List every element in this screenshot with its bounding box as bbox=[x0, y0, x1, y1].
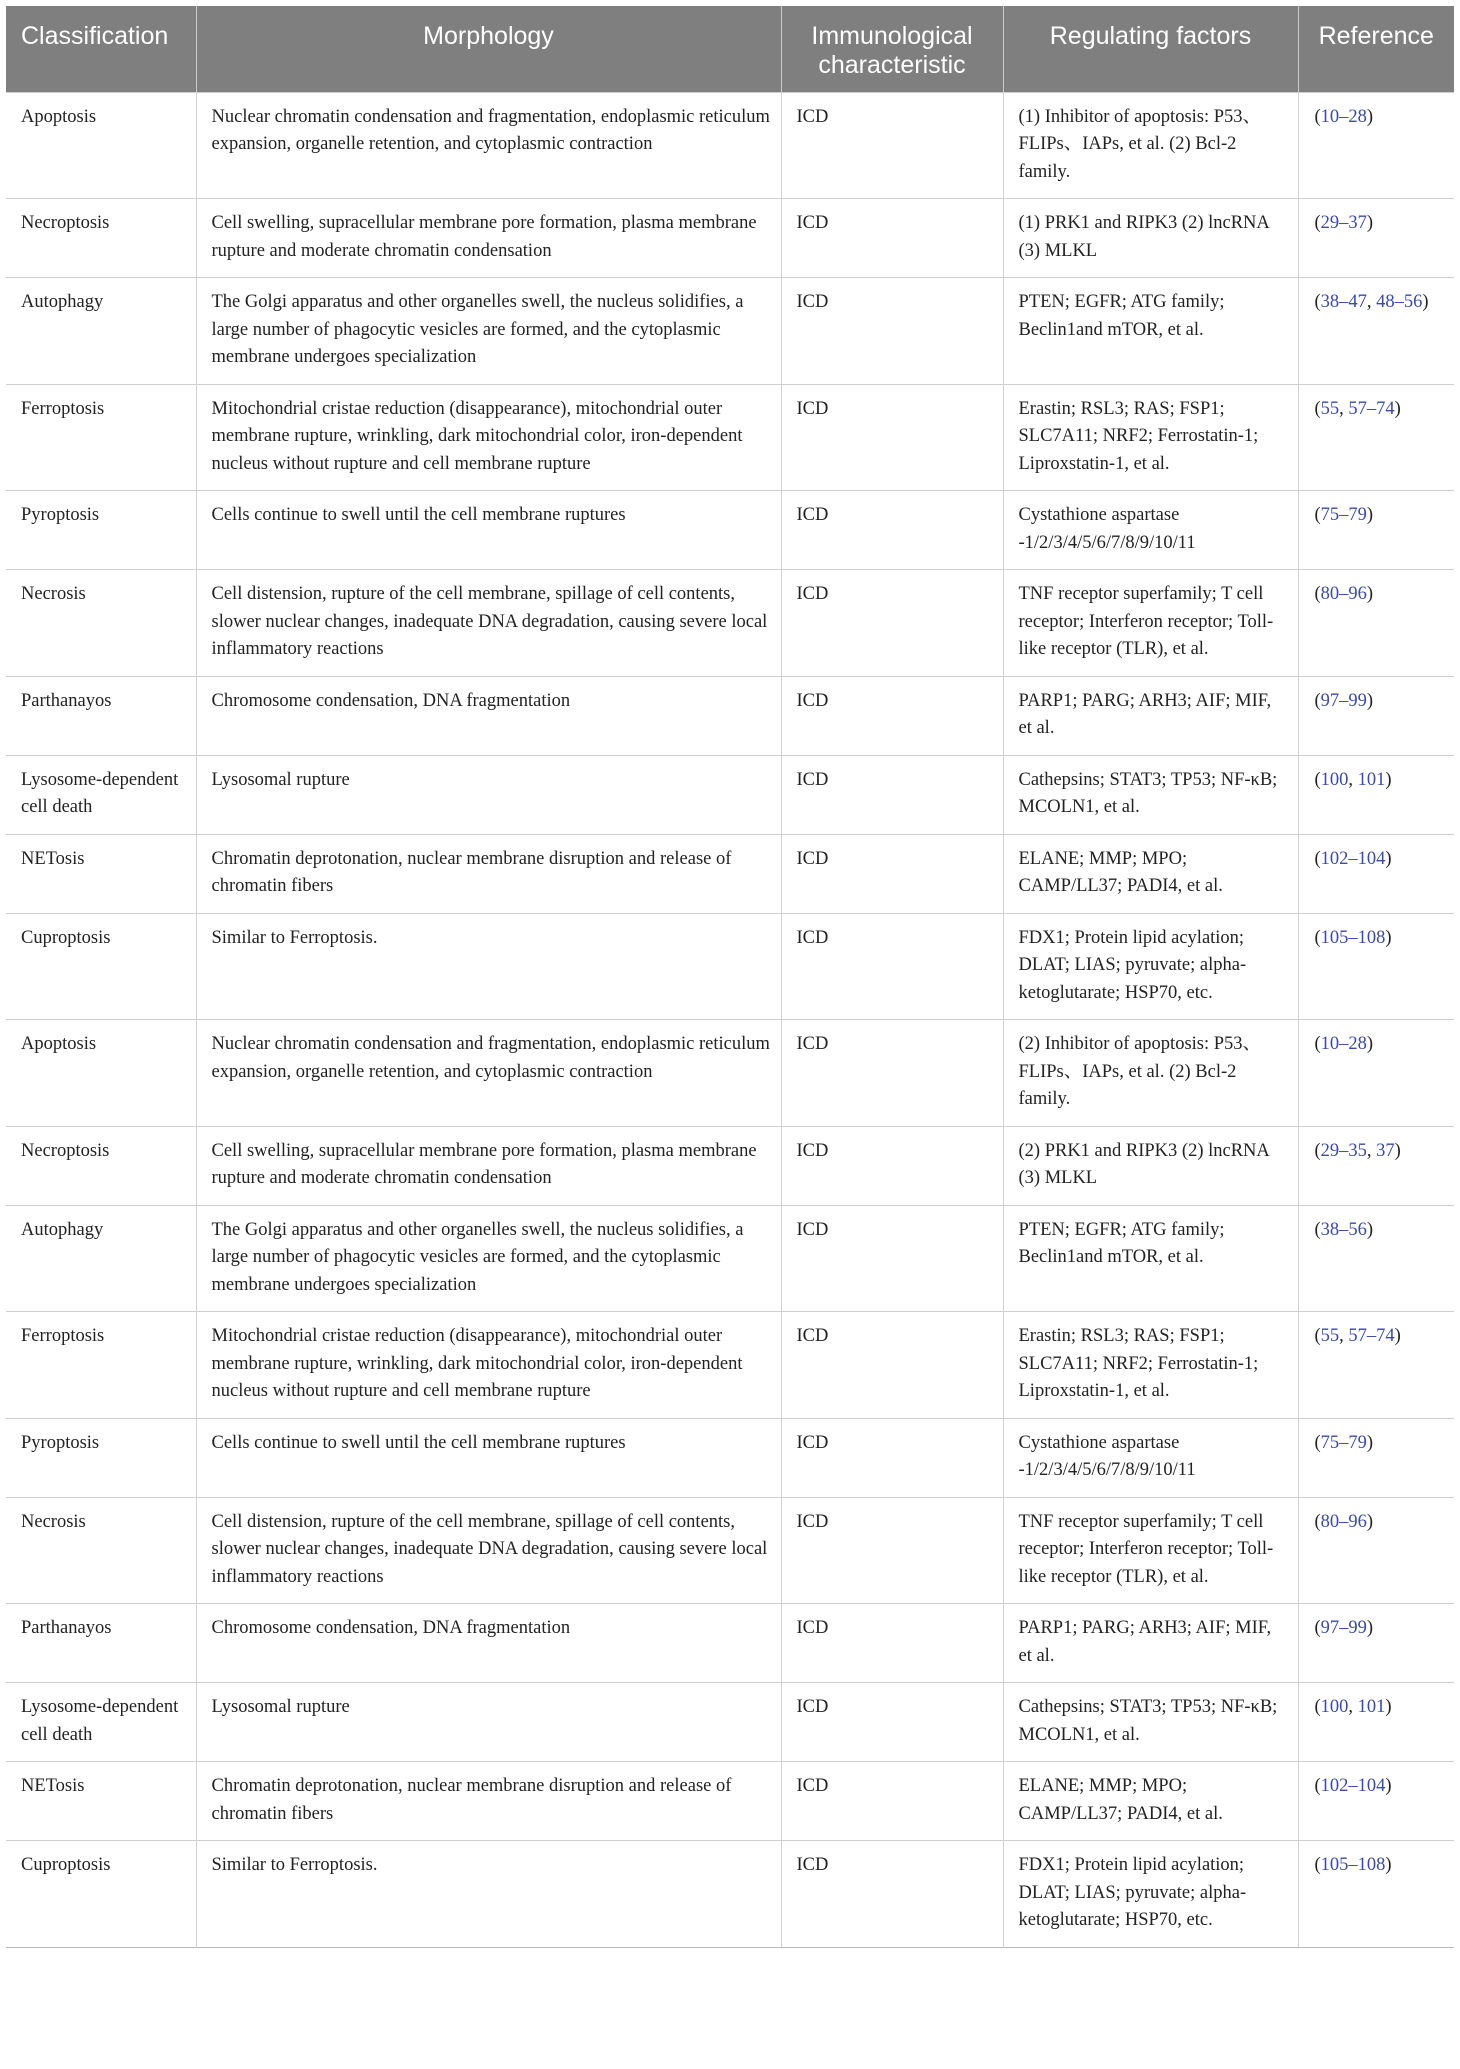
reference-link[interactable]: 80–96 bbox=[1320, 1511, 1367, 1532]
cell-regulating-factors: Cathepsins; STAT3; TP53; NF-κB; MCOLN1, et al. bbox=[1003, 1683, 1298, 1762]
reference-link[interactable]: 75–79 bbox=[1320, 1432, 1367, 1453]
cell-immunological: ICD bbox=[781, 1497, 1003, 1604]
header-morphology: Morphology bbox=[196, 6, 781, 92]
cell-immunological: ICD bbox=[781, 570, 1003, 677]
cell-morphology: Lysosomal rupture bbox=[196, 755, 781, 834]
cell-regulating-factors: TNF receptor superfamily; T cell receptor; Interferon receptor; Toll-like receptor (TLR), et al. bbox=[1003, 1497, 1298, 1604]
cell-regulating-factors: Cathepsins; STAT3; TP53; NF-κB; MCOLN1, et al. bbox=[1003, 755, 1298, 834]
cell-immunological: ICD bbox=[781, 199, 1003, 278]
header-reference: Reference bbox=[1298, 6, 1454, 92]
reference-link[interactable]: 75–79 bbox=[1320, 505, 1367, 525]
cell-regulating-factors: PARP1; PARG; ARH3; AIF; MIF, et al. bbox=[1003, 676, 1298, 755]
reference-link[interactable]: 102–104 bbox=[1320, 1776, 1386, 1796]
reference-link[interactable]: 10–28 bbox=[1320, 1034, 1367, 1054]
table-row bbox=[6, 1497, 1454, 1604]
reference-link[interactable]: 105–108 bbox=[1320, 927, 1386, 948]
reference-link[interactable]: 37 bbox=[1376, 1140, 1395, 1161]
cell-morphology: Chromosome condensation, DNA fragmentation bbox=[196, 1604, 781, 1683]
table-row bbox=[6, 913, 1454, 1020]
cell-morphology: Similar to Ferroptosis. bbox=[196, 913, 781, 1020]
cell-morphology: Cells continue to swell until the cell membrane ruptures bbox=[196, 1418, 781, 1497]
cell-reference: (105–108) bbox=[1298, 1841, 1454, 1948]
cell-classification: Autophagy bbox=[6, 278, 196, 385]
cell-reference: (75–79) bbox=[1298, 1418, 1454, 1497]
cell-regulating-factors: (2) PRK1 and RIPK3 (2) lncRNA (3) MLKL bbox=[1003, 1126, 1298, 1205]
cell-morphology: Lysosomal rupture bbox=[196, 1683, 781, 1762]
reference-link[interactable]: 29–35 bbox=[1320, 1140, 1367, 1161]
reference-link[interactable]: 57–74 bbox=[1348, 1326, 1395, 1346]
cell-classification: NETosis bbox=[6, 834, 196, 913]
cell-morphology: Similar to Ferroptosis. bbox=[196, 1841, 781, 1948]
cell-immunological: ICD bbox=[781, 913, 1003, 1020]
cell-reference: (80–96) bbox=[1298, 570, 1454, 677]
cell-classification: Ferroptosis bbox=[6, 1312, 196, 1419]
cell-regulating-factors: Cystathione aspartase -1/2/3/4/5/6/7/8/9/10/11 bbox=[1003, 491, 1298, 570]
cell-regulating-factors: Erastin; RSL3; RAS; FSP1; SLC7A11; NRF2; Ferrostatin-1; Liproxstatin-1, et al. bbox=[1003, 384, 1298, 491]
cell-immunological: ICD bbox=[781, 1762, 1003, 1841]
header-immunological: Immunological characteristic bbox=[781, 6, 1003, 92]
cell-immunological: ICD bbox=[781, 278, 1003, 385]
reference-link[interactable]: 48–56 bbox=[1376, 292, 1423, 312]
table-row bbox=[6, 1126, 1454, 1205]
cell-classification: Lysosome-dependent cell death bbox=[6, 755, 196, 834]
cell-regulating-factors: Erastin; RSL3; RAS; FSP1; SLC7A11; NRF2; Ferrostatin-1; Liproxstatin-1, et al. bbox=[1003, 1312, 1298, 1419]
cell-reference: (97–99) bbox=[1298, 1604, 1454, 1683]
reference-link[interactable]: 29–37 bbox=[1320, 213, 1367, 233]
cell-morphology: Cell swelling, supracellular membrane pore formation, plasma membrane rupture and moderate chromatin condensation bbox=[196, 199, 781, 278]
cell-reference: (55, 57–74) bbox=[1298, 1312, 1454, 1419]
table-row bbox=[6, 834, 1454, 913]
reference-link[interactable]: 38–56 bbox=[1320, 1219, 1367, 1240]
table-row bbox=[6, 755, 1454, 834]
cell-classification: Cuproptosis bbox=[6, 1841, 196, 1948]
table-row bbox=[6, 1205, 1454, 1312]
cell-classification: Cuproptosis bbox=[6, 913, 196, 1020]
reference-link[interactable]: 97–99 bbox=[1320, 1618, 1367, 1638]
cell-reference: (102–104) bbox=[1298, 834, 1454, 913]
reference-link[interactable]: 80–96 bbox=[1320, 584, 1367, 604]
table-row bbox=[6, 1312, 1454, 1419]
cell-immunological: ICD bbox=[781, 834, 1003, 913]
cell-immunological: ICD bbox=[781, 1126, 1003, 1205]
table-row bbox=[6, 1762, 1454, 1841]
header-row bbox=[6, 6, 1454, 92]
cell-immunological: ICD bbox=[781, 676, 1003, 755]
cell-morphology: Cells continue to swell until the cell membrane ruptures bbox=[196, 491, 781, 570]
reference-link[interactable]: 55 bbox=[1320, 398, 1340, 419]
cell-reference: (55, 57–74) bbox=[1298, 384, 1454, 491]
cell-regulating-factors: FDX1; Protein lipid acylation; DLAT; LIAS; pyruvate; alpha-ketoglutarate; HSP70, etc. bbox=[1003, 913, 1298, 1020]
cell-classification: Necrosis bbox=[6, 570, 196, 677]
cell-classification: Pyroptosis bbox=[6, 491, 196, 570]
cell-classification: Necroptosis bbox=[6, 199, 196, 278]
cell-morphology: Mitochondrial cristae reduction (disappearance), mitochondrial outer membrane rupture, wrinkling, dark mitochondrial color, iron-dependent nucleus without rupture and cell membrane rupture bbox=[196, 1312, 781, 1419]
cell-morphology: Nuclear chromatin condensation and fragmentation, endoplasmic reticulum expansion, organelle retention, and cytoplasmic contraction bbox=[196, 92, 781, 199]
cell-morphology: Cell distension, rupture of the cell membrane, spillage of cell contents, slower nuclear changes, inadequate DNA degradation, causing severe local inflammatory reactions bbox=[196, 570, 781, 677]
reference-link[interactable]: 38–47 bbox=[1320, 292, 1367, 312]
cell-classification: Necroptosis bbox=[6, 1126, 196, 1205]
table-row bbox=[6, 1841, 1454, 1948]
reference-link[interactable]: 102–104 bbox=[1320, 848, 1386, 869]
table-row bbox=[6, 570, 1454, 677]
table-row bbox=[6, 1683, 1454, 1762]
cell-immunological: ICD bbox=[781, 1312, 1003, 1419]
cell-morphology: Nuclear chromatin condensation and fragmentation, endoplasmic reticulum expansion, organelle retention, and cytoplasmic contraction bbox=[196, 1020, 781, 1127]
cell-morphology: Chromatin deprotonation, nuclear membrane disruption and release of chromatin fibers bbox=[196, 834, 781, 913]
cell-immunological: ICD bbox=[781, 92, 1003, 199]
cell-regulating-factors: Cystathione aspartase -1/2/3/4/5/6/7/8/9/10/11 bbox=[1003, 1418, 1298, 1497]
reference-link[interactable]: 100 bbox=[1320, 1697, 1349, 1717]
cell-regulating-factors: PTEN; EGFR; ATG family; Beclin1and mTOR, et al. bbox=[1003, 1205, 1298, 1312]
cell-reference: (97–99) bbox=[1298, 676, 1454, 755]
cell-morphology: Cell distension, rupture of the cell membrane, spillage of cell contents, slower nuclear changes, inadequate DNA degradation, causing severe local inflammatory reactions bbox=[196, 1497, 781, 1604]
table-row bbox=[6, 1020, 1454, 1127]
cell-regulating-factors: PARP1; PARG; ARH3; AIF; MIF, et al. bbox=[1003, 1604, 1298, 1683]
cell-morphology: Mitochondrial cristae reduction (disappearance), mitochondrial outer membrane rupture, wrinkling, dark mitochondrial color, iron-dependent nucleus without rupture and cell membrane rupture bbox=[196, 384, 781, 491]
cell-morphology: Cell swelling, supracellular membrane pore formation, plasma membrane rupture and moderate chromatin condensation bbox=[196, 1126, 781, 1205]
cell-classification: Parthanayos bbox=[6, 1604, 196, 1683]
cell-immunological: ICD bbox=[781, 1205, 1003, 1312]
table-row bbox=[6, 384, 1454, 491]
cell-reference: (29–37) bbox=[1298, 199, 1454, 278]
cell-reference: (102–104) bbox=[1298, 1762, 1454, 1841]
table-header bbox=[6, 6, 1454, 92]
table-row bbox=[6, 1604, 1454, 1683]
reference-link[interactable]: 101 bbox=[1357, 769, 1386, 790]
cell-classification: Apoptosis bbox=[6, 92, 196, 199]
cell-immunological: ICD bbox=[781, 491, 1003, 570]
cell-reference: (100, 101) bbox=[1298, 1683, 1454, 1762]
cell-classification: Ferroptosis bbox=[6, 384, 196, 491]
cell-morphology: Chromatin deprotonation, nuclear membrane disruption and release of chromatin fibers bbox=[196, 1762, 781, 1841]
cell-reference: (105–108) bbox=[1298, 913, 1454, 1020]
table-row bbox=[6, 1418, 1454, 1497]
table-row bbox=[6, 676, 1454, 755]
reference-link[interactable]: 105–108 bbox=[1320, 1855, 1386, 1875]
reference-link[interactable]: 100 bbox=[1320, 769, 1349, 790]
reference-link[interactable]: 57–74 bbox=[1348, 398, 1395, 419]
cell-death-table bbox=[6, 6, 1454, 1948]
cell-regulating-factors: FDX1; Protein lipid acylation; DLAT; LIAS; pyruvate; alpha-ketoglutarate; HSP70, etc. bbox=[1003, 1841, 1298, 1948]
cell-regulating-factors: ELANE; MMP; MPO; CAMP/LL37; PADI4, et al. bbox=[1003, 1762, 1298, 1841]
cell-immunological: ICD bbox=[781, 755, 1003, 834]
cell-immunological: ICD bbox=[781, 1020, 1003, 1127]
table-row bbox=[6, 278, 1454, 385]
reference-link[interactable]: 101 bbox=[1357, 1697, 1386, 1717]
cell-reference: (38–56) bbox=[1298, 1205, 1454, 1312]
cell-immunological: ICD bbox=[781, 1418, 1003, 1497]
cell-immunological: ICD bbox=[781, 1841, 1003, 1948]
cell-reference: (100, 101) bbox=[1298, 755, 1454, 834]
cell-classification: Lysosome-dependent cell death bbox=[6, 1683, 196, 1762]
reference-link[interactable]: 55 bbox=[1320, 1326, 1340, 1346]
cell-classification: Necrosis bbox=[6, 1497, 196, 1604]
cell-morphology: The Golgi apparatus and other organelles swell, the nucleus solidifies, a large number of phagocytic vesicles are formed, and the cytoplasmic membrane undergoes specialization bbox=[196, 1205, 781, 1312]
reference-link[interactable]: 97–99 bbox=[1320, 690, 1367, 711]
cell-immunological: ICD bbox=[781, 1683, 1003, 1762]
cell-immunological: ICD bbox=[781, 1604, 1003, 1683]
table-row bbox=[6, 92, 1454, 199]
cell-regulating-factors: (1) Inhibitor of apoptosis: P53、FLIPs、IAPs, et al. (2) Bcl-2 family. bbox=[1003, 92, 1298, 199]
table-row bbox=[6, 199, 1454, 278]
cell-reference: (80–96) bbox=[1298, 1497, 1454, 1604]
cell-morphology: Chromosome condensation, DNA fragmentation bbox=[196, 676, 781, 755]
cell-classification: Autophagy bbox=[6, 1205, 196, 1312]
cell-classification: NETosis bbox=[6, 1762, 196, 1841]
table-row bbox=[6, 491, 1454, 570]
cell-classification: Parthanayos bbox=[6, 676, 196, 755]
cell-reference: (10–28) bbox=[1298, 1020, 1454, 1127]
cell-regulating-factors: TNF receptor superfamily; T cell receptor; Interferon receptor; Toll-like receptor (TLR), et al. bbox=[1003, 570, 1298, 677]
table-body bbox=[6, 92, 1454, 1947]
cell-regulating-factors: (1) PRK1 and RIPK3 (2) lncRNA (3) MLKL bbox=[1003, 199, 1298, 278]
cell-reference: (38–47, 48–56) bbox=[1298, 278, 1454, 385]
cell-regulating-factors: (2) Inhibitor of apoptosis: P53、FLIPs、IAPs, et al. (2) Bcl-2 family. bbox=[1003, 1020, 1298, 1127]
cell-morphology: The Golgi apparatus and other organelles swell, the nucleus solidifies, a large number of phagocytic vesicles are formed, and the cytoplasmic membrane undergoes specialization bbox=[196, 278, 781, 385]
header-classification: Classification bbox=[6, 6, 196, 92]
cell-classification: Pyroptosis bbox=[6, 1418, 196, 1497]
cell-reference: (75–79) bbox=[1298, 491, 1454, 570]
cell-regulating-factors: PTEN; EGFR; ATG family; Beclin1and mTOR, et al. bbox=[1003, 278, 1298, 385]
cell-regulating-factors: ELANE; MMP; MPO; CAMP/LL37; PADI4, et al. bbox=[1003, 834, 1298, 913]
cell-reference: (29–35, 37) bbox=[1298, 1126, 1454, 1205]
header-regulating-factors: Regulating factors bbox=[1003, 6, 1298, 92]
cell-immunological: ICD bbox=[781, 384, 1003, 491]
table-container bbox=[6, 6, 1454, 1948]
cell-classification: Apoptosis bbox=[6, 1020, 196, 1127]
reference-link[interactable]: 10–28 bbox=[1320, 106, 1367, 127]
cell-reference: (10–28) bbox=[1298, 92, 1454, 199]
